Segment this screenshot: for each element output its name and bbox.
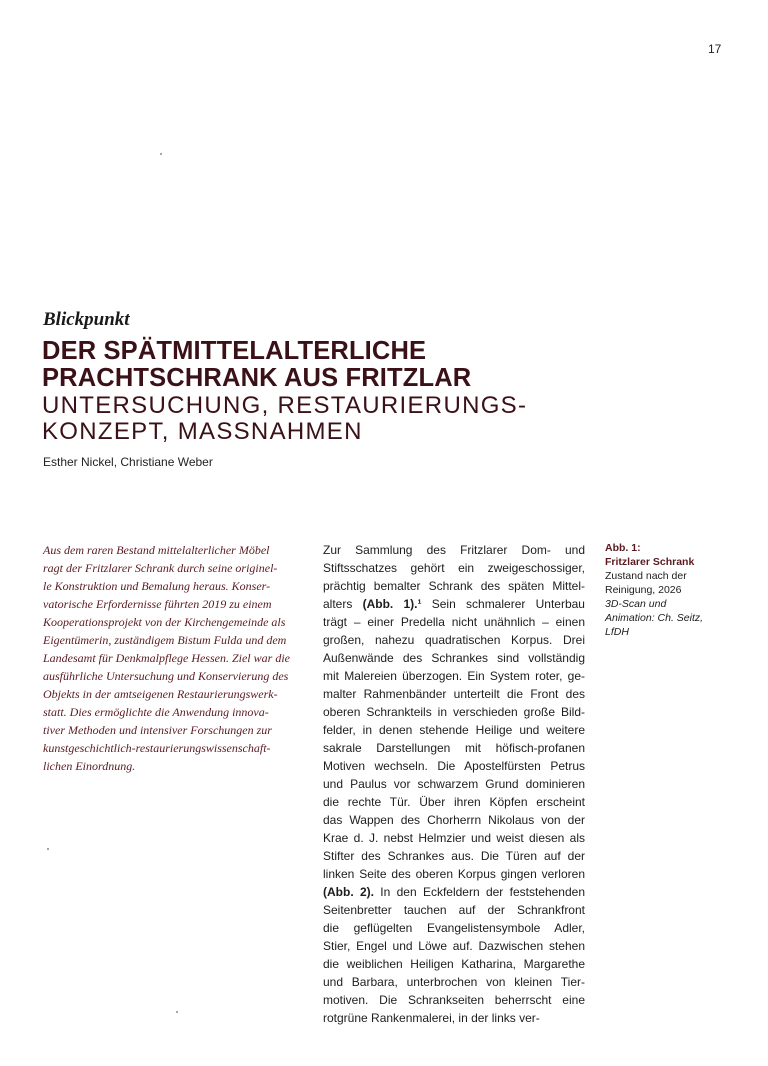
speck: [176, 1011, 178, 1013]
abstract-line: ragt der Fritzlarer Schrank durch seine originel-: [43, 561, 278, 575]
caption-credit-line: 3D-Scan und: [605, 598, 667, 610]
abstract: [43, 541, 305, 775]
body-line: trägt – einer Predella nicht unähnlich – einen: [323, 615, 585, 629]
body-line: Motiven wechseln. Die Apostelfürsten Petrus: [323, 759, 585, 773]
body-line: die geflügelten Evangelistensymbole Adler,: [323, 921, 585, 935]
body-line: und Barbara, unterbrochen von kleinen Tier-: [323, 975, 585, 989]
abstract-line: kunstgeschichtlich-restaurierungswissenschaft-: [43, 741, 271, 755]
abstract-line: Landesamt für Denkmalpflege Hessen. Ziel war die: [43, 651, 290, 665]
body-text-column: [323, 541, 585, 1027]
body-line: Stier, Engel und Löwe auf. Dazwischen stehen: [323, 939, 585, 953]
abstract-line: tiver Methoden und intensiver Forschungen zur: [43, 723, 272, 737]
body-line: sakrale Darstellungen mit höfisch-profanen: [323, 741, 585, 755]
subtitle-line: KONZEPT, MASSNAHMEN: [42, 418, 363, 445]
body-line: (Abb. 2). In den Eckfeldern der feststehenden: [323, 885, 585, 899]
figure-caption: [605, 541, 725, 639]
body-line: rotgrüne Rankenmalerei, in der links ver-: [323, 1011, 540, 1025]
body-line: motiven. Die Schrankseiten beherrscht eine: [323, 993, 585, 1007]
body-line: Stifter des Schrankes aus. Die Türen auf der: [323, 849, 585, 863]
abstract-line: ausführliche Untersuchung und Konservierung des: [43, 669, 289, 683]
body-line: oberen Schrankteils in verschieden große Bild-: [323, 705, 585, 719]
body-line: Seitenbretter tauchen auf der Schrankfront: [323, 903, 585, 917]
body-line: großen, nahezu quadratischen Korpus. Drei: [323, 633, 585, 647]
speck: [160, 153, 162, 155]
authors: Esther Nickel, Christiane Weber: [43, 455, 213, 469]
caption-label: Abb. 1:: [605, 542, 641, 554]
body-line: linken Seite des oberen Korpus gingen verloren: [323, 867, 585, 881]
page-number: 17: [708, 42, 722, 56]
abstract-line: Objekts in der amtseigenen Restaurierungswerk-: [43, 687, 278, 701]
body-line: Krae d. J. nebst Helmzier und weist diesen als: [323, 831, 585, 845]
caption-credit-line: Animation: Ch. Seitz,: [605, 612, 704, 624]
speck: [47, 848, 49, 850]
abstract-line: Kooperationsprojekt von der Kirchengemeinde als: [43, 615, 286, 629]
body-line: Zur Sammlung des Fritzlarer Dom- und: [323, 543, 585, 557]
article-title: [42, 338, 471, 392]
caption-credit-line: LfDH: [605, 626, 629, 638]
body-line: die rechte Tür. Über ihren Köpfen erscheint: [323, 795, 585, 809]
caption-line: Zustand nach der: [605, 570, 687, 582]
abstract-line: Eigentümerin, zuständigem Bistum Fulda und dem: [43, 633, 287, 647]
body-line: alters (Abb. 1).¹ Sein schmalerer Unterbau: [323, 597, 585, 611]
body-line: malter Rahmenbänder unterteilt die Front des: [323, 687, 585, 701]
caption-line: Reinigung, 2026: [605, 584, 682, 596]
subtitle-line: UNTERSUCHUNG, RESTAURIERUNGS-: [42, 392, 528, 419]
body-line: Stiftsschatzes gehört ein zweigeschossiger,: [323, 561, 585, 575]
abstract-line: Aus dem raren Bestand mittelalterlicher Möbel: [43, 543, 270, 557]
body-line: das Wappen des Chorherrn Nikolaus von der: [323, 813, 585, 827]
body-line: prächtig bemalter Schrank des späten Mittel-: [323, 579, 585, 593]
figure-reference: (Abb. 1).¹: [362, 597, 422, 611]
abstract-line: le Konstruktion und Bemalung heraus. Konser-: [43, 579, 271, 593]
abstract-line: vatorische Erfordernisse führten 2019 zu einem: [43, 597, 272, 611]
section-kicker: Blickpunkt: [43, 309, 130, 330]
caption-title: Fritzlarer Schrank: [605, 556, 695, 568]
body-line: die weiblichen Heiligen Katharina, Margarethe: [323, 957, 585, 971]
body-line: und Paulus vor schwarzem Grund dominieren: [323, 777, 585, 791]
body-line: felder, in denen stehende Heilige und weitere: [323, 723, 585, 737]
figure-reference: (Abb. 2).: [323, 885, 374, 899]
body-line: Außenwände des Schrankes sind vollständig: [323, 651, 585, 665]
article-subtitle: [42, 393, 527, 445]
abstract-line: lichen Einordnung.: [43, 759, 136, 773]
title-line: DER SPÄTMITTELALTERLICHE: [42, 337, 427, 365]
title-line: PRACHTSCHRANK AUS FRITZLAR: [42, 364, 472, 392]
body-line: mit Malereien überzogen. Ein System roter, ge-: [323, 669, 585, 683]
abstract-line: statt. Dies ermöglichte die Anwendung innova-: [43, 705, 269, 719]
